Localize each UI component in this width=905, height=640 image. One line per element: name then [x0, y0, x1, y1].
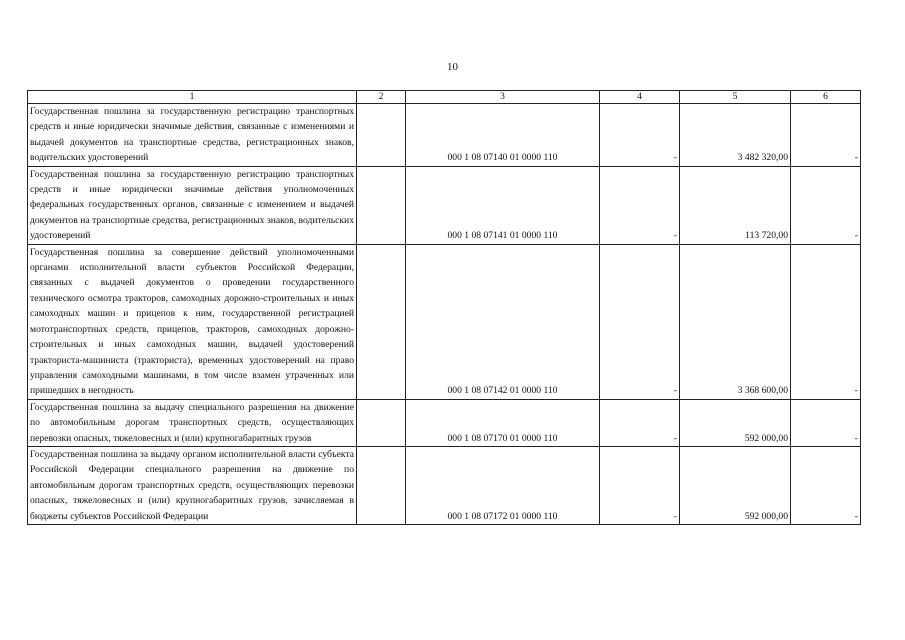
row-col6: -: [791, 166, 861, 244]
row-code: 000 1 08 07170 01 0000 110: [406, 399, 600, 446]
row-col4: -: [600, 166, 680, 244]
table-row: [28, 399, 861, 446]
row-col6: -: [791, 104, 861, 167]
table-row: [28, 244, 861, 399]
row-col4: -: [600, 446, 680, 524]
row-amount: 3 482 320,00: [680, 104, 791, 167]
row-code: 000 1 08 07142 01 0000 110: [406, 244, 600, 399]
table-row: [28, 446, 861, 524]
row-col2: [357, 399, 406, 446]
row-col4: -: [600, 104, 680, 167]
row-name: Государственная пошлина за государственную регистрацию транспортных средств и иные юридически значимые действия уполномоченных федеральных государственных органов, связанные с изменением и выдачей документов на транспортные средства, регистрационных знаков, водительских удостоверений: [28, 166, 357, 244]
row-code: 000 1 08 07172 01 0000 110: [406, 446, 600, 524]
row-name: Государственная пошлина за выдачу органом исполнительной власти субъекта Российской Федерации специального разрешения на движение по автомобильным дорогам транспортных средств, осуществляющих перевозки опасных, тяжеловесных и (или) крупногабаритных грузов, зачисляемая в бюджеты субъектов Российской Федерации: [28, 446, 357, 524]
row-name: Государственная пошлина за государственную регистрацию транспортных средств и иные юридически значимые действия, связанные с изменениями и выдачей документов на транспортные средства, регистрационных знаков, водительских удостоверений: [28, 104, 357, 167]
row-col4: -: [600, 244, 680, 399]
row-col6: -: [791, 446, 861, 524]
row-code: 000 1 08 07141 01 0000 110: [406, 166, 600, 244]
row-col2: [357, 104, 406, 167]
row-col2: [357, 166, 406, 244]
column-header-1: 1: [28, 91, 357, 104]
page-number: 10: [447, 61, 458, 73]
row-amount: 592 000,00: [680, 446, 791, 524]
row-name: Государственная пошлина за совершение действий уполномоченными органами исполнительной власти субъектов Российской Федерации, связанных с выдачей документов о проведении государственного технического осмотра тракторов, самоходных дорожно-строительных и иных самоходных машин и прицепов к ним, государственной регистрацией мототранспортных средств, прицепов, тракторов, самоходных дорожно-строительных и иных самоходных машин, выдачей удостоверений тракториста-машиниста (тракториста), временных удостоверений на право управления самоходными машинами, в том числе взамен утраченных или пришедших в негодность: [28, 244, 357, 399]
row-col4: -: [600, 399, 680, 446]
row-name: Государственная пошлина за выдачу специального разрешения на движение по автомобильным дорогам транспортных средств, осуществляющих перевозки опасных, тяжеловесных и (или) крупногабаритных грузов: [28, 399, 357, 446]
row-col2: [357, 446, 406, 524]
column-header-4: 4: [600, 91, 680, 104]
row-amount: 113 720,00: [680, 166, 791, 244]
table-row: [28, 166, 861, 244]
column-header-6: 6: [791, 91, 861, 104]
row-amount: 592 000,00: [680, 399, 791, 446]
row-code: 000 1 08 07140 01 0000 110: [406, 104, 600, 167]
row-col6: -: [791, 244, 861, 399]
table-row: [28, 104, 861, 167]
row-col2: [357, 244, 406, 399]
revenue-table: [27, 90, 861, 525]
column-header-5: 5: [680, 91, 791, 104]
table-header-row: [28, 91, 861, 104]
column-header-3: 3: [406, 91, 600, 104]
row-col6: -: [791, 399, 861, 446]
column-header-2: 2: [357, 91, 406, 104]
row-amount: 3 368 600,00: [680, 244, 791, 399]
